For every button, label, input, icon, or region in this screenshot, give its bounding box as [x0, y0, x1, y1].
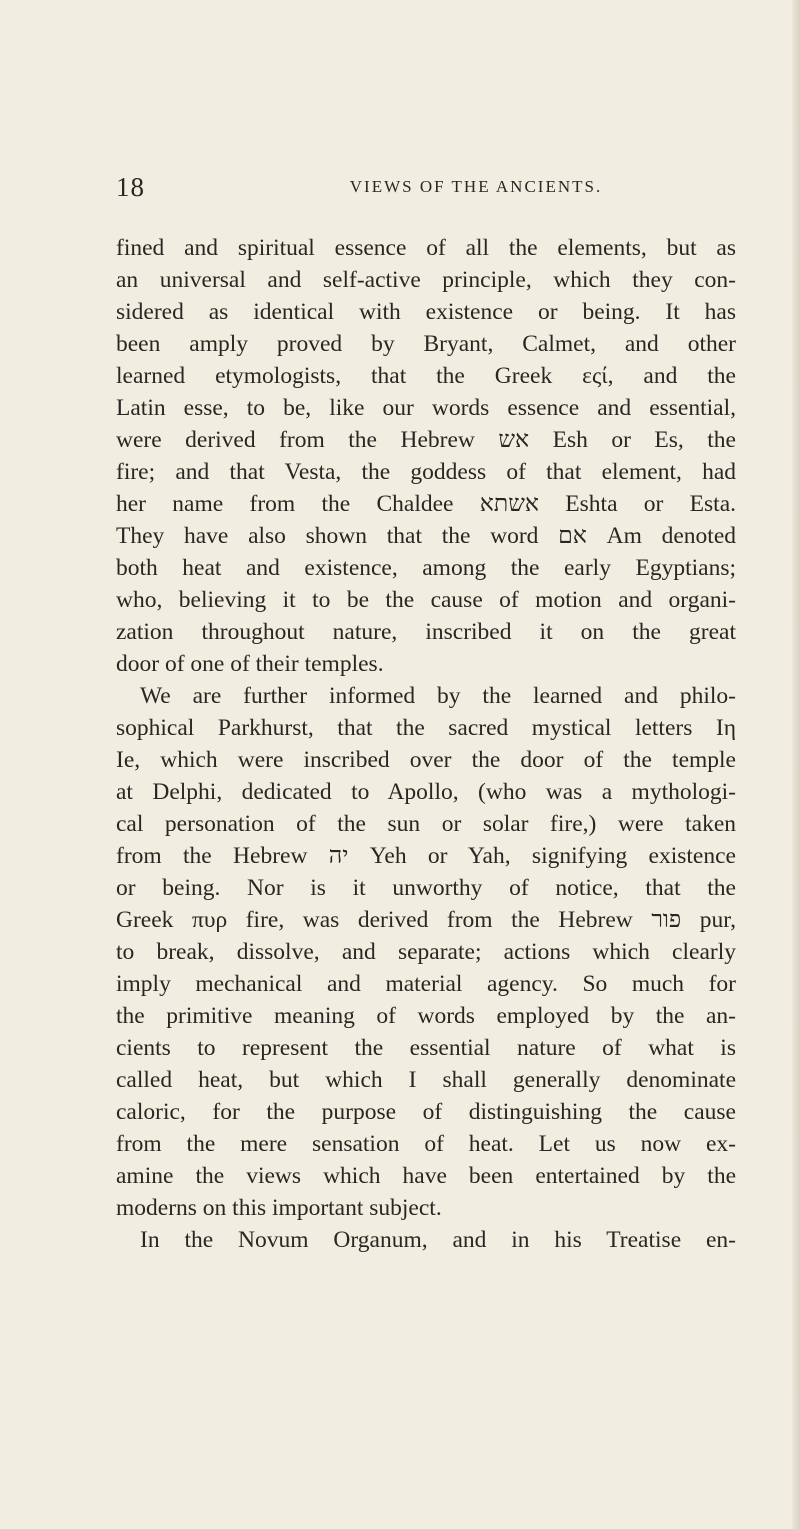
page-number: 18 [116, 172, 145, 202]
text-line: been amply proved by Bryant, Calmet, and other [116, 331, 736, 357]
text-line: Latin esse, to be, like our words essence and essential, [116, 395, 736, 421]
text-line: were derived from the Hebrew אש Esh or Es, the [116, 427, 736, 453]
text-line: zation throughout nature, inscribed it on the great [116, 619, 736, 645]
text-line: Greek πυρ fire, was derived from the Hebrew פור pur, [116, 907, 736, 933]
text-line: who, believing it to be the cause of motion and organi- [116, 587, 736, 613]
text-line: sophical Parkhurst, that the sacred mystical letters Iη [116, 715, 736, 741]
text-line: cients to represent the essential nature of what is [116, 1035, 736, 1061]
text-line: sidered as identical with existence or being. It has [116, 299, 736, 325]
text-line: called heat, but which I shall generally denominate [116, 1067, 736, 1093]
text-line: from the Hebrew יה Yeh or Yah, signifying existence [116, 843, 736, 869]
text-line: learned etymologists, that the Greek εςί, and the [116, 363, 736, 389]
page-header [116, 172, 716, 202]
running-head: VIEWS OF THE ANCIENTS. [349, 177, 603, 196]
body-text [116, 232, 736, 1256]
text-line: at Delphi, dedicated to Apollo, (who was a mythologi- [116, 779, 736, 805]
text-line: amine the views which have been entertained by the [116, 1163, 736, 1189]
text-line: both heat and existence, among the early Egyptians; [116, 555, 736, 581]
text-line: her name from the Chaldee אשתא Eshta or Esta. [116, 491, 737, 517]
text-line: fire; and that Vesta, the goddess of that element, had [116, 459, 736, 485]
text-line: fined and spiritual essence of all the elements, but as [116, 235, 736, 261]
text-line: We are further informed by the learned and philo- [140, 683, 736, 709]
text-line: to break, dissolve, and separate; actions which clearly [116, 939, 736, 965]
text-line: Ie, which were inscribed over the door of the temple [116, 747, 736, 773]
text-line: moderns on this important subject. [116, 1195, 442, 1221]
text-line: door of one of their temples. [116, 651, 384, 677]
text-line: In the Novum Organum, and in his Treatise en- [140, 1227, 736, 1253]
page-edge [792, 0, 800, 1529]
text-line: or being. Nor is it unworthy of notice, that the [116, 875, 736, 901]
text-line: cal personation of the sun or solar fire,) were taken [116, 811, 736, 837]
text-line: the primitive meaning of words employed by the an- [116, 1003, 736, 1029]
text-line: imply mechanical and material agency. So much for [116, 971, 736, 997]
text-line: caloric, for the purpose of distinguishing the cause [116, 1099, 736, 1125]
text-line: an universal and self-active principle, which they con- [116, 267, 736, 293]
text-line: from the mere sensation of heat. Let us now ex- [116, 1131, 736, 1157]
text-line: They have also shown that the word אם Am denoted [116, 523, 736, 549]
